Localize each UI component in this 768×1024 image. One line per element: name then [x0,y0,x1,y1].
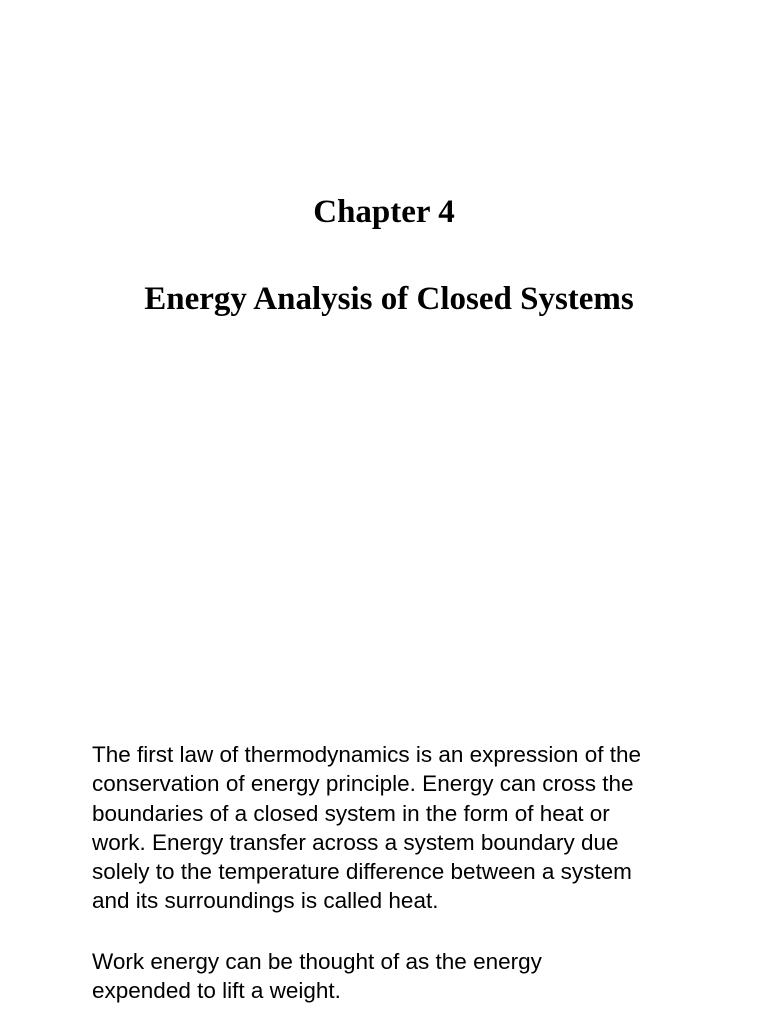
body-paragraph-first-law [92,740,732,916]
text-line: Work energy can be thought of as the energy [92,949,542,974]
text-line: solely to the temperature difference between a system [92,859,632,885]
text-line: conservation of energy principle. Energy can cross the [92,771,634,797]
text-line: The first law of thermodynamics is an expression of the [92,742,641,767]
body-paragraph-work-energy [92,947,732,1006]
chapter-title: Energy Analysis of Closed Systems [144,281,634,317]
text-line: and its surroundings is called heat. [92,888,439,914]
text-line: boundaries of a closed system in the form of heat or [92,800,610,826]
chapter-number: Chapter 4 [313,194,455,230]
text-line: expended to lift a weight. [92,978,341,1004]
text-line: work. Energy transfer across a system boundary due [92,829,619,855]
